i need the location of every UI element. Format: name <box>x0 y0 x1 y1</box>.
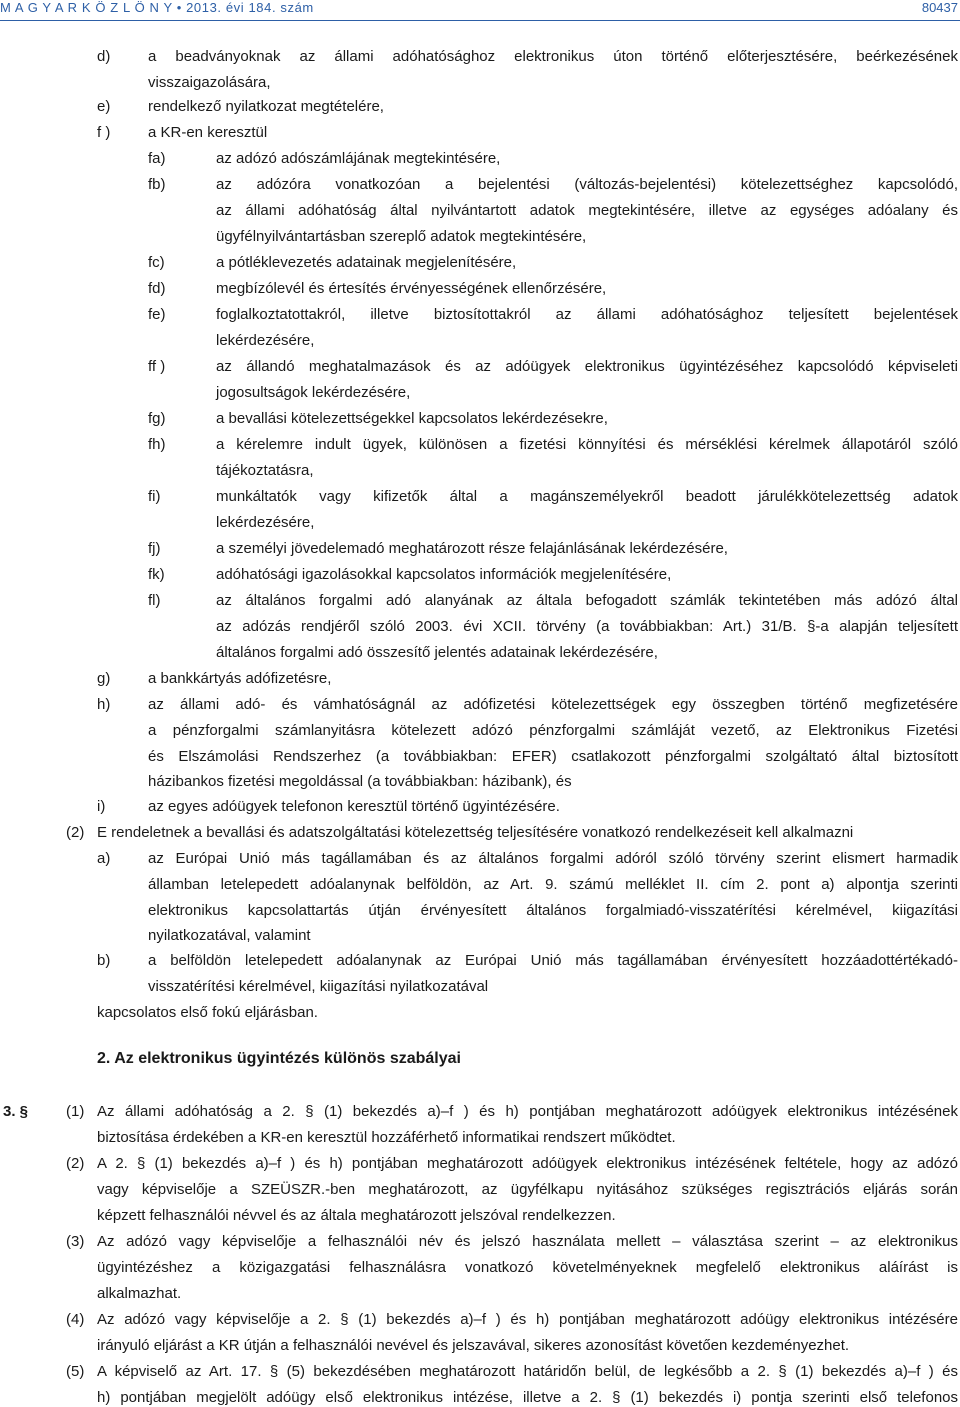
list-item-text-line: lekérdezésére, <box>216 513 315 531</box>
list-item-text-line: jogosultságok lekérdezésére, <box>216 383 411 401</box>
page-number: 80437 <box>921 0 958 15</box>
paragraph-number: (5) <box>66 1363 85 1380</box>
paragraph-text-line: vagy képviselője a SZEÜSZR.-ben meghatározott, az ügyfélkapu nyitásához szükséges regisztrációs eljárás során <box>97 1180 958 1198</box>
list-item-text-line: általános forgalmi adó összesítő jelentés adatainak lekérdezésére, <box>216 643 658 661</box>
list-item-text-line: a pénzforgalmi számlanyitásra kötelezett adózó pénzforgalmi számláját vezető, az Elektronikus Fizetési <box>148 721 958 739</box>
list-item-text-line: az állami adó- és vámhatóságnál az adófizetési kötelezettségek egy összegben történő megfizetésére <box>148 696 958 713</box>
list-item-text-line: ügyfélnyilvántartásban szereplő adatok megtekintésére, <box>216 227 587 245</box>
list-item-label: fl) <box>148 592 161 609</box>
list-item-label: fa) <box>148 150 166 167</box>
list-item-label: g) <box>97 670 111 687</box>
running-header <box>0 0 960 21</box>
paragraph-text-line: h) pontjában megjelölt adóügy első elektronikus intézése, illetve a 2. § (1) bekezdés i) pontja szerinti első telefonos <box>97 1388 958 1406</box>
paragraph-number: (1) <box>66 1103 85 1120</box>
list-item-text-line: az adózóra vonatkozóan a bejelentési (változás-bejelentési) kötelezettséghez kapcsolódó, <box>216 176 958 193</box>
list-item-label: fd) <box>148 280 166 297</box>
paragraph-number: (3) <box>66 1233 85 1250</box>
list-item-label: fh) <box>148 436 166 453</box>
list-item-label: ff ) <box>148 358 166 375</box>
list-item-text-line: az adózás rendjéről szóló 2003. évi XCII. törvény (a továbbiakban: Art.) 31/B. §-a alapján teljesített <box>216 617 958 635</box>
list-item-text-line: lekérdezésére, <box>216 331 315 349</box>
list-item-label: b) <box>97 952 111 969</box>
paragraph-text-line: Az adózó vagy képviselője a felhasználói név és jelszó használata mellett – választása szerint – az elektronikus <box>97 1233 958 1250</box>
list-item-text-line: elektronikus kapcsolattartás útján érvényesített általános forgalmiadó-visszatérítési kérelmével, kiigazítási <box>148 901 958 919</box>
list-item-label: i) <box>97 798 106 815</box>
paragraph-text-line: irányuló eljárást a KR útján a felhasználói nevével és jelszavával, sikeres azonosítást követően kezdeményezhet. <box>97 1336 850 1354</box>
list-item-text-line: az egyes adóügyek telefonon keresztül történő ügyintézésére. <box>148 798 560 815</box>
list-item-text-line: a kérelemre indult ügyek, különösen a fizetési könnyítési és mérséklési kérelmek állapotáról szóló <box>216 436 958 453</box>
list-item-text-line: kapcsolatos első fokú eljárásban. <box>97 1004 318 1021</box>
paragraph-mark: 3. § <box>3 1103 29 1120</box>
list-item-text-line: az állandó meghatalmazások és az adóügyek elektronikus ügyintézéséhez kapcsolódó képviseleti <box>216 358 958 375</box>
list-item-text-line: államban letelepedett adóalanynak belföldön, az Art. 9. számú melléklet II. cím 2. pont a) alpontja szerinti <box>148 875 958 893</box>
list-item-label: fi) <box>148 488 161 505</box>
list-item-label: e) <box>97 98 111 115</box>
list-item-text-line: az állami adóhatóság által nyilvántartott adatok megtekintésére, illetve az egységes adóalany és <box>216 201 958 219</box>
list-item-label: (2) <box>66 824 85 841</box>
paragraph-text-line: A 2. § (1) bekezdés a)–f ) és h) pontjában meghatározott adóügyek elektronikus intézésének feltétele, hogy az adózó <box>97 1155 958 1172</box>
list-item-text-line: visszaigazolására, <box>148 73 271 91</box>
list-item-text-line: megbízólevél és értesítés érvényességének ellenőrzésére, <box>216 280 607 297</box>
list-item-label: fb) <box>148 176 166 193</box>
list-item-text-line: a személyi jövedelemadó meghatározott része felajánlásának lekérdezésére, <box>216 540 728 557</box>
paragraph-number: (2) <box>66 1155 85 1172</box>
list-item-text-line: tájékoztatásra, <box>216 461 314 479</box>
paragraph-text-line: biztosítása érdekében a KR-en keresztül hozzáférhető informatikai rendszert működtet. <box>97 1128 676 1146</box>
list-item-text-line: nyilatkozatával, valamint <box>148 927 311 945</box>
list-item-text-line: E rendeletnek a bevallási és adatszolgáltatási kötelezettség teljesítésére vonatkozó rendelkezéseit kell alkalmazni <box>97 824 854 841</box>
list-item-text-line: foglalkoztatottakról, illetve biztosítottakról az állami adóhatósághoz teljesített bejelentések <box>216 306 958 323</box>
paragraph-text-line: Az adózó vagy képviselője a 2. § (1) bekezdés a)–f ) és h) pontjában meghatározott adóügy elektronikus intézésére <box>97 1311 958 1328</box>
paragraph-text-line: képzett felhasználói névvel és az általa meghatározott jelszóval rendelkezzen. <box>97 1206 616 1224</box>
paragraph-text-line: Az állami adóhatóság a 2. § (1) bekezdés a)–f ) és h) pontjában meghatározott adóügyek elektronikus intézésének <box>97 1103 958 1120</box>
list-item-text-line: a belföldön letelepedett adóalanynak az Európai Unió más tagállamában érvényesített hozzáadottértékadó- <box>148 952 958 969</box>
paragraph-text-line: ügyintézéshez a közigazgatási felhasználásra vonatkozó követelményeknek megfelelő elektronikus aláírást is <box>97 1258 958 1276</box>
list-item-text-line: az adózó adószámlájának megtekintésére, <box>216 150 501 167</box>
list-item-text-line: a bankkártyás adófizetésre, <box>148 670 332 687</box>
list-item-text-line: munkáltatók vagy kifizetők által a magánszemélyekről beadott járulékkötelezettség adatok <box>216 488 958 505</box>
list-item-label: fc) <box>148 254 165 271</box>
list-item-label: fj) <box>148 540 161 557</box>
list-item-text-line: a pótléklevezetés adatainak megjelenítésére, <box>216 254 517 271</box>
list-item-text-line: az Európai Unió más tagállamában és az általános forgalmi adóról szóló törvény szerint elismert harmadik <box>148 850 958 867</box>
list-item-text-line: házibankos fizetési megoldással (a továbbiakban: házibank), és <box>148 773 572 791</box>
section-heading: 2. Az elektronikus ügyintézés különös szabályai <box>97 1050 461 1067</box>
list-item-text-line: adóhatósági igazolásokkal kapcsolatos információk megjelenítésére, <box>216 566 672 583</box>
list-item-label: fg) <box>148 410 166 427</box>
list-item-label: fe) <box>148 306 166 323</box>
list-item-label: fk) <box>148 566 165 583</box>
list-item-text-line: az általános forgalmi adó alanyának az általa befogadott számlák tekintetében más adózó által <box>216 592 958 609</box>
list-item-label: f ) <box>97 124 111 141</box>
journal-title: M A G Y A R K Ö Z L Ö N Y • 2013. évi 184. szám <box>0 0 314 15</box>
list-item-label: h) <box>97 696 111 713</box>
list-item-label: a) <box>97 850 111 867</box>
list-item-label: d) <box>97 48 111 65</box>
list-item-text-line: a beadványoknak az állami adóhatósághoz elektronikus úton történő előterjesztésére, beérkezésének <box>148 48 958 65</box>
paragraph-text-line: A képviselő az Art. 17. § (5) bekezdésében meghatározott határidőn belül, de legkésőbb a 2. § (1) bekezdés a)–f ) és <box>97 1363 958 1380</box>
list-item-text-line: a bevallási kötelezettségekkel kapcsolatos lekérdezésekre, <box>216 410 608 427</box>
paragraph-number: (4) <box>66 1311 85 1328</box>
list-item-text-line: visszatérítési kérelmével, kiigazítási nyilatkozatával <box>148 977 489 995</box>
list-item-text-line: és Elszámolási Rendszerhez (a továbbiakban: EFER) csatlakozott pénzforgalmi szolgáltató által biztosított <box>148 747 958 765</box>
list-item-text-line: rendelkező nyilatkozat megtételére, <box>148 98 384 115</box>
paragraph-text-line: alkalmazhat. <box>97 1284 182 1302</box>
list-item-text-line: a KR-en keresztül <box>148 124 268 141</box>
